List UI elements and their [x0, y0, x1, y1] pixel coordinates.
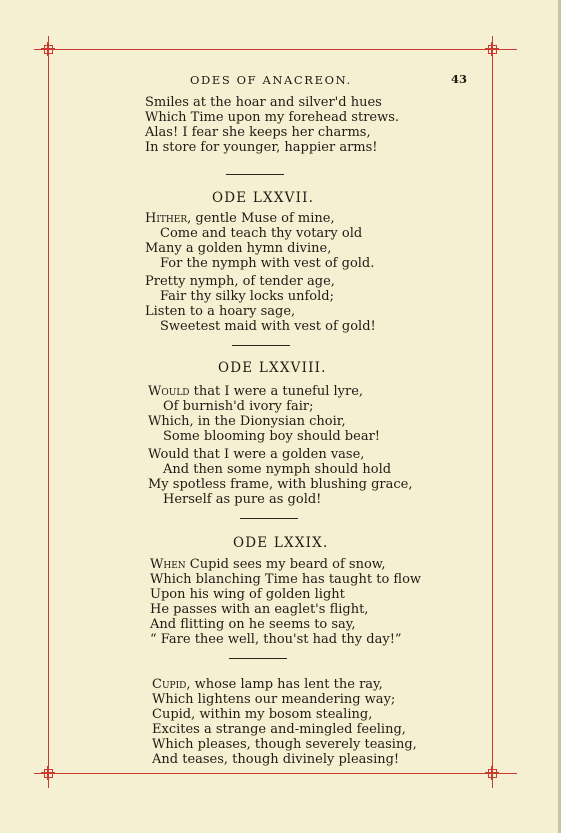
- verse-line-text: whose lamp has lent the ray,: [190, 677, 383, 692]
- verse-line: For the nymph with vest of gold.: [160, 256, 375, 271]
- verse-line: Fair thy silky locks unfold;: [160, 289, 334, 304]
- initial-word: Hither,: [145, 211, 192, 226]
- left-border-rule: [48, 36, 49, 788]
- verse-line: Herself as pure as gold!: [163, 492, 322, 507]
- verse-line: My spotless frame, with blushing grace,: [148, 477, 413, 492]
- verse-line: In store for younger, happier arms!: [145, 140, 378, 155]
- verse-line: [145, 211, 335, 226]
- section-divider: [226, 174, 284, 175]
- verse-line: Which Time upon my forehead strews.: [145, 110, 400, 125]
- ode-title: ODE LXXVII.: [212, 190, 315, 206]
- verse-line-text: gentle Muse of mine,: [191, 211, 335, 226]
- corner-ornament-icon: [485, 42, 499, 56]
- verse-line: Some blooming boy should bear!: [163, 429, 381, 444]
- verse-line: And flitting on he seems to say,: [150, 617, 356, 632]
- initial-word: Would: [148, 384, 190, 399]
- ode-title: ODE LXXIX.: [233, 535, 329, 551]
- verse-line: Alas! I fear she keeps her charms,: [145, 125, 371, 140]
- verse-line: Cupid, within my bosom stealing,: [152, 707, 373, 722]
- verse-line: Upon his wing of golden light: [150, 587, 345, 602]
- verse-line: [150, 557, 386, 572]
- verse-line: Pretty nymph, of tender age,: [145, 274, 335, 289]
- verse-line: Listen to a hoary sage,: [145, 304, 296, 319]
- corner-ornament-icon: [41, 42, 55, 56]
- verse-line: Which blanching Time has taught to flow: [150, 572, 422, 587]
- verse-line: Many a golden hymn divine,: [145, 241, 332, 256]
- verse-line: [148, 384, 363, 399]
- verse-line: “ Fare thee well, thou'st had thy day!”: [150, 632, 402, 647]
- running-head: ODES OF ANACREON.: [190, 73, 352, 87]
- verse-line-text: Cupid sees my beard of snow,: [185, 557, 386, 572]
- initial-word: When: [150, 557, 186, 572]
- top-border-rule: [34, 49, 517, 50]
- verse-line: Smiles at the hoar and silver'd hues: [145, 95, 382, 110]
- verse-line: Which lightens our meandering way;: [152, 692, 396, 707]
- verse-line: Of burnish'd ivory fair;: [163, 399, 314, 414]
- verse-line: Excites a strange and-mingled feeling,: [152, 722, 406, 737]
- section-divider: [240, 518, 298, 519]
- verse-line: He passes with an eaglet's flight,: [150, 602, 369, 617]
- verse-line: Which pleases, though severely teasing,: [152, 737, 417, 752]
- verse-line: Would that I were a golden vase,: [148, 447, 365, 462]
- corner-ornament-icon: [41, 766, 55, 780]
- initial-word: Cupid,: [152, 677, 191, 692]
- verse-line-text: that I were a tuneful lyre,: [189, 384, 364, 399]
- verse-line: Sweetest maid with vest of gold!: [160, 319, 376, 334]
- verse-line: Come and teach thy votary old: [160, 226, 363, 241]
- ode-title: ODE LXXVIII.: [218, 360, 327, 376]
- bottom-border-rule: [34, 773, 517, 774]
- verse-line: And teases, though divinely pleasing!: [152, 752, 400, 767]
- section-divider: [229, 658, 287, 659]
- section-divider: [232, 345, 290, 346]
- verse-line: Which, in the Dionysian choir,: [148, 414, 346, 429]
- verse-line: And then some nymph should hold: [163, 462, 392, 477]
- page-number: 43: [451, 72, 468, 86]
- right-border-rule: [492, 36, 493, 788]
- verse-line: [152, 677, 383, 692]
- corner-ornament-icon: [485, 766, 499, 780]
